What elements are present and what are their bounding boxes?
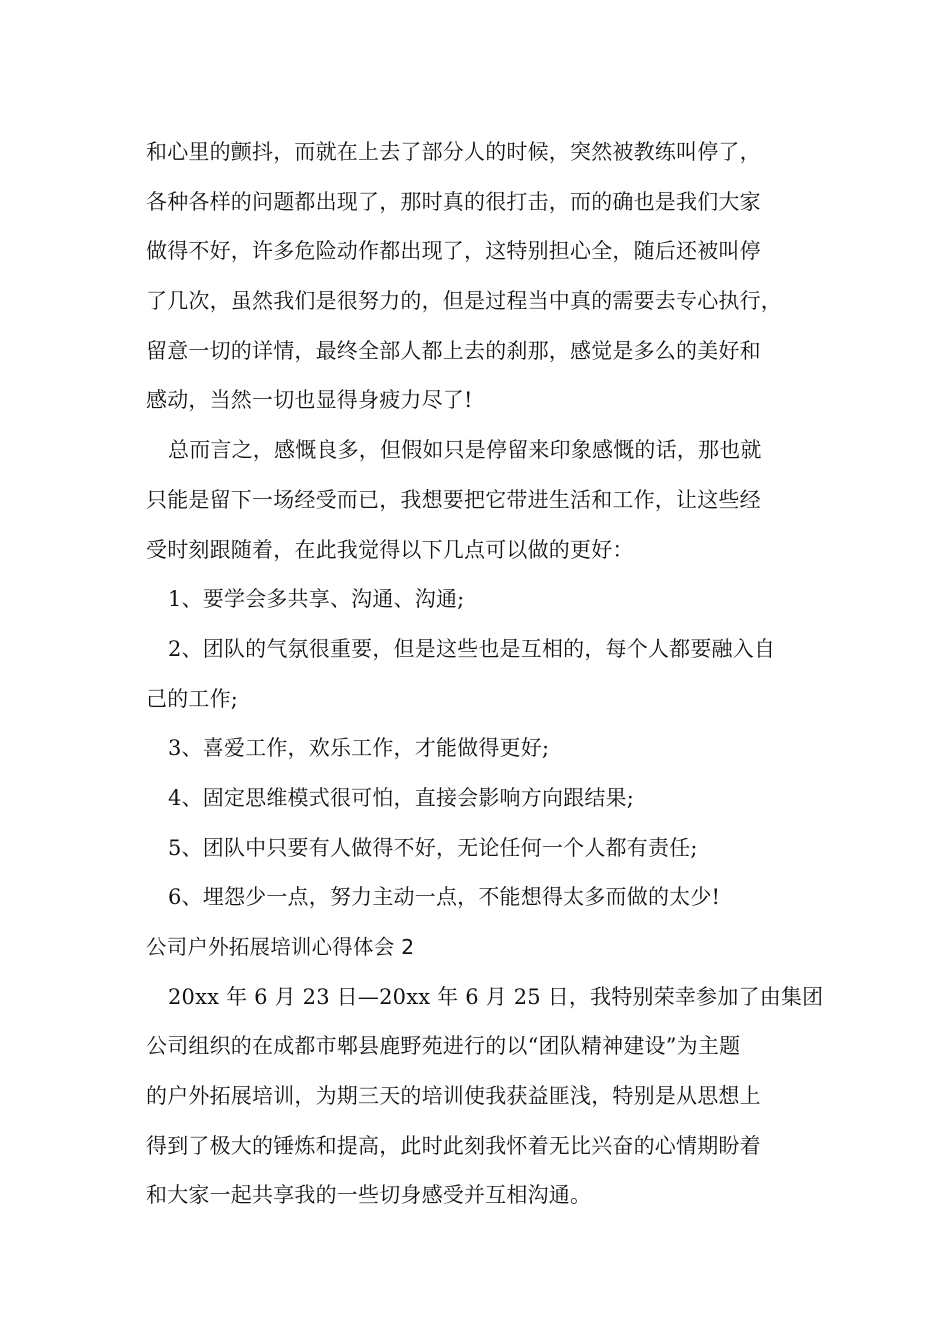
paragraph-line: 感动，当然一切也显得身疲力尽了! xyxy=(146,388,473,413)
paragraph-line: 各种各样的问题都出现了，那时真的很打击，而的确也是我们大家 xyxy=(146,189,761,214)
paragraph-line: 总而言之，感慨良多，但假如只是停留来印象感慨的话，那也就 xyxy=(168,438,762,463)
list-item: 4、固定思维模式很可怕，直接会影响方向跟结果; xyxy=(168,785,635,810)
list-item: 1、要学会多共享、沟通、沟通; xyxy=(168,587,465,612)
paragraph-line: 20xx 年 6 月 23 日—20xx 年 6 月 25 日，我特别荣幸参加了由集团 xyxy=(168,984,824,1009)
list-item: 2、团队的气氛很重要，但是这些也是互相的，每个人都要融入自 xyxy=(168,636,776,661)
paragraph-line: 和心里的颤抖，而就在上去了部分人的时候，突然被教练叫停了， xyxy=(146,140,761,164)
paragraph-line: 了几次，虽然我们是很努力的，但是过程当中真的需要去专心执行， xyxy=(146,289,782,314)
paragraph-line: 公司组织的在成都市郫县鹿野苑进行的以“团队精神建设”为主题 xyxy=(146,1034,741,1059)
suggestion-list xyxy=(146,575,836,923)
list-item: 3、喜爱工作，欢乐工作，才能做得更好; xyxy=(168,736,550,761)
document-body xyxy=(146,128,836,1221)
list-item: 6、埋怨少一点，努力主动一点，不能想得太多而做的太少! xyxy=(168,885,721,910)
paragraph-2 xyxy=(146,426,836,575)
paragraph-line: 受时刻跟随着，在此我觉得以下几点可以做的更好： xyxy=(146,537,634,562)
paragraph-1 xyxy=(146,128,836,426)
paragraph-line: 的户外拓展培训，为期三天的培训使我获益匪浅，特别是从思想上 xyxy=(146,1084,761,1109)
section-heading: 公司户外拓展培训心得体会 2 xyxy=(146,935,415,959)
paragraph-line: 留意一切的详情，最终全部人都上去的刹那，感觉是多么的美好和 xyxy=(146,338,761,363)
paragraph-3 xyxy=(146,973,836,1221)
list-item: 5、团队中只要有人做得不好，无论任何一个人都有责任; xyxy=(168,835,698,860)
paragraph-line: 得到了极大的锤炼和提高，此时此刻我怀着无比兴奋的心情期盼着 xyxy=(146,1133,761,1158)
list-item-continuation: 己的工作; xyxy=(146,686,239,711)
paragraph-line: 和大家一起共享我的一些切身感受并互相沟通。 xyxy=(146,1183,592,1208)
paragraph-line: 只能是留下一场经受而已，我想要把它带进生活和工作，让这些经 xyxy=(146,487,761,512)
paragraph-line: 做得不好，许多危险动作都出现了，这特别担心全，随后还被叫停 xyxy=(146,239,761,264)
